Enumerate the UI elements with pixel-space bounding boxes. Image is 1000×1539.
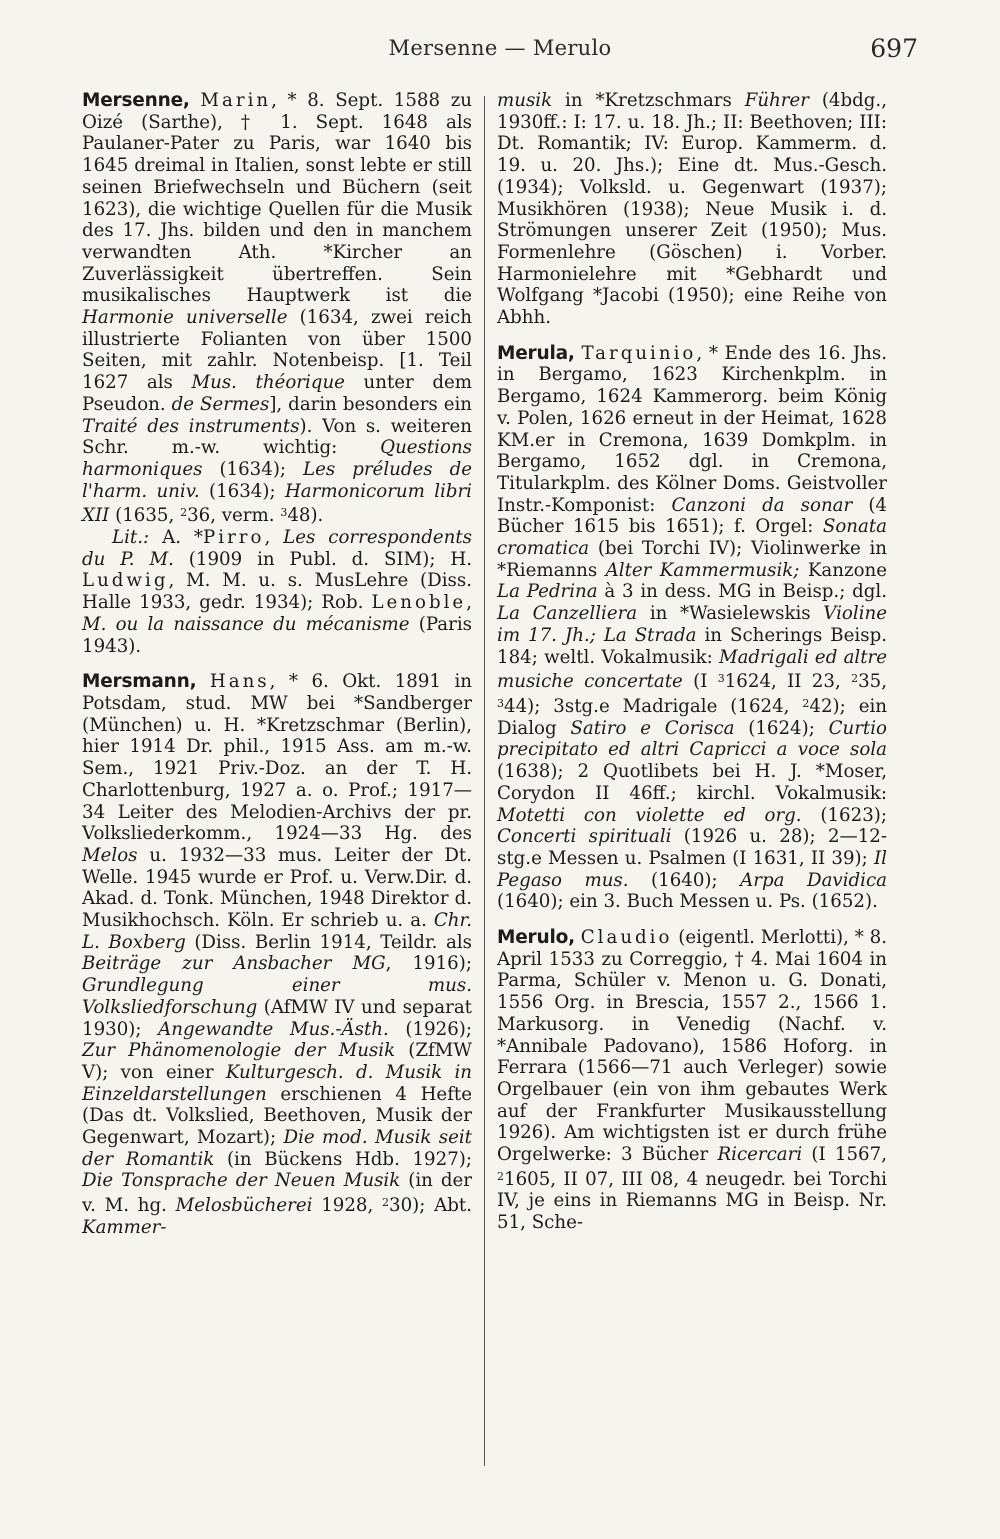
text: (1623); — [801, 804, 887, 826]
work-title: Sonata cromatica — [497, 516, 887, 560]
text: (1640); ein 3. Buch Messen u. Ps. (1652). — [497, 891, 878, 913]
forename: Tarquinio — [581, 342, 697, 364]
text: , * 6. Okt. 1891 in Potsdam, stud. MW bei *Sandberger (München) u. H. *Kretzschmar (Berlin), hier 1914 Dr. phil., 1915 Ass. am m.-w. Sem., 1921 Priv.-Doz. an der T. H. Charlottenburg, 1927 a. o. Prof.; 1917—34 Leiter des Melodien-Archivs der pr. Volksliederkomm., 1924—33 Hg. des — [82, 671, 472, 845]
work-title: musik — [497, 90, 553, 111]
text: (Paris 1943). — [82, 613, 472, 657]
work-title: Kulturgesch. d. Musik in Einzeldarstellungen — [82, 1061, 472, 1105]
work-title: de Sermes — [171, 393, 270, 415]
text: à 3 in dess. MG in Beisp.; dgl. — [597, 581, 887, 603]
text: (1624); — [734, 717, 829, 739]
work-title: Beiträge zur Ansbacher MG — [82, 953, 386, 975]
text: in Scherings Beisp. 184; weltl. Vokalmusik: — [497, 624, 887, 668]
work-title: Harmonie universelle — [82, 307, 288, 329]
text: 48). — [287, 505, 324, 527]
text: , * 8. Sept. 1588 zu Oizé (Sarthe), † 1. Sept. 1648 als Paulaner-Pater zu Paris, war 1640 bis 1645 dreimal in Italien, sonst lebte er still seinen Briefwechseln und Büchern (seit 1623), die wichtige Quellen für die Musik des 17. Jhs. bilden und den in manchem verwandten Ath. *Kircher an Zuverlässigkeit übertreffen. Sein musikalisches Hauptwerk ist die — [82, 90, 472, 307]
right-column — [497, 90, 887, 1248]
author-name: Lenoble — [371, 592, 467, 614]
work-title: Canzoni da sonar — [671, 494, 853, 516]
text: (Diss. Berlin 1914, Teildr. als — [185, 931, 472, 953]
work-title: Arpa Davidica — [740, 869, 887, 891]
forename: Marin — [200, 90, 272, 111]
work-title: Madrigali ed altre musiche concertate — [497, 646, 887, 693]
text: Kanzone — [799, 559, 887, 581]
work-title: Die mod. Musik seit der Romantik — [82, 1127, 472, 1170]
text: (1634); — [202, 458, 304, 480]
headword: Merulo, — [497, 927, 575, 949]
work-title: Les correspondents du P. M. — [82, 527, 472, 570]
text: , M. M. u. s. MusLehre (Diss. Halle 1933, gedr. 1934); Rob. — [82, 570, 472, 614]
edition-superscript: 3 — [497, 696, 504, 710]
work-title: M. ou la naissance du mécanisme — [82, 613, 410, 635]
text: u. 1932—33 mus. Leiter der Dt. Welle. 1945 wurde er Prof. u. Verw.Dir. d. Akad. d. Tonk. München, 1948 Direktor d. Musikhochsch. Köln. Er schrieb u. a. — [82, 844, 472, 932]
work-title: La Pedrina — [497, 581, 598, 603]
work-title: Chr. L. Boxberg — [82, 910, 472, 953]
work-title: Concerti spirituali — [497, 826, 672, 848]
work-title: Mus. théorique — [191, 372, 345, 394]
text: (AfMW IV und separat 1930); — [82, 996, 472, 1040]
headword: Mersmann, — [82, 671, 197, 693]
author-name: Ludwig — [82, 570, 169, 592]
text: , * Ende des 16. Jhs. in Bergamo, 1623 Kirchenkplm. in Bergamo, 1624 Kammerorg. beim König v. Polen, 1626 erneut in der Heimat, 1628 KM.er in Cremona, 1639 Domkplm. in Bergamo, 1652 dgl. in Cremona, Titularkplm. des Kölner Doms. Geistvoller Instr.-Komponist: — [497, 342, 887, 516]
text: , — [264, 527, 284, 549]
text: (4bdg., 1930ff.: I: 17. u. 18. Jh.; II: Beethoven; III: Dt. Romantik; IV: Europ. Kammerm. d. 19. u. 20. Jhs.); Eine dt. Mus.-Gesch. (1934); Volksld. u. Gegenwart (1937); Musikhören (1938); Neue Musik i. d. Strömungen unserer Zeit (1950); Mus. Formenlehre (Göschen) i. Vorber. Harmonielehre mit *Gebhardt und Wolfgang *Jacobi (1950); eine Reihe von Abhh. — [497, 90, 887, 329]
text: (bei Torchi IV); Violinwerke in *Riemanns — [497, 538, 887, 581]
text: 44); 3stg.e Madrigale (1624, — [504, 695, 803, 717]
text: (I — [682, 671, 718, 693]
author-name: Pirro — [203, 527, 265, 549]
text: (1640); — [628, 869, 741, 891]
work-title: Il Pegaso mus. — [497, 847, 887, 891]
edition-superscript: 2 — [802, 696, 810, 710]
work-title: Curtio precipitato ed altri Capricci a voce sola — [497, 717, 887, 761]
headword: Merula, — [497, 342, 575, 364]
entry-mersmann — [82, 671, 472, 1238]
text: (in der v. M. hg. — [82, 1170, 472, 1217]
edition-superscript: 3 — [717, 672, 725, 686]
edition-superscript: 3 — [280, 506, 288, 520]
edition-superscript: 2 — [382, 1196, 390, 1210]
work-title: Les préludes de l'harm. univ. — [82, 458, 472, 502]
text: (1638); 2 Quotlibets bei H. J. *Moser, Corydon II 46ff.; kirchl. Vokalmusik: — [497, 761, 887, 804]
work-title: La Canzelliera — [497, 603, 638, 625]
text: (4 Bücher 1615 bis 1651); f. Orgel: — [497, 494, 887, 538]
work-title: Satiro e Corisca — [570, 717, 735, 739]
text: (1634); — [199, 480, 285, 502]
forename: Claudio — [580, 927, 673, 949]
work-title: Alter Kammermusik; — [605, 559, 800, 581]
text: (ZfMW V); von einer — [82, 1040, 472, 1083]
running-head: Mersenne — Merulo — [388, 36, 612, 60]
entry-merulo — [497, 927, 887, 1234]
work-title: Violine im 17. Jh.; La Strada — [497, 603, 887, 646]
text: 1624, II 23, — [724, 671, 852, 693]
text: , — [466, 592, 472, 614]
work-title: Zur Phänomenologie der Musik — [82, 1040, 396, 1062]
text: 36, verm. — [187, 505, 281, 527]
work-title: Traité des instruments — [82, 415, 300, 437]
edition-superscript: 2 — [180, 506, 188, 520]
work-title: Melos — [82, 844, 138, 866]
work-title: Führer — [744, 90, 809, 111]
text: in *Kretzschmars — [552, 90, 745, 111]
work-title: Harmonicorum libri XII — [82, 480, 472, 527]
work-title: Angewandte Mus.-Ästh. — [158, 1018, 389, 1040]
edition-superscript: 2 — [851, 672, 859, 686]
work-title: Die Tonsprache der Neuen Musik — [82, 1170, 401, 1192]
text: (1634, zwei reich illustrierte Folianten von über 1500 Seiten, mit zahlr. Notenbeisp. [1. Teil 1627 als — [82, 307, 472, 394]
text: (1635, — [109, 505, 181, 527]
work-title: Kammer- — [82, 1216, 167, 1238]
text: A. * — [149, 527, 204, 549]
text: 30); Abt. — [389, 1195, 472, 1217]
text: 1928, — [312, 1195, 383, 1217]
text: 42); ein Dialog — [497, 695, 887, 739]
text: erschienen 4 Hefte (Das dt. Volkslied, Beethoven, Musik der Gegenwart, Mozart); — [82, 1083, 472, 1149]
text: (1926 u. 28); 2—12-stg.e Messen u. Psalmen (I 1631, II 39); — [497, 826, 887, 869]
text: (I 1567, — [802, 1144, 887, 1166]
forename: Hans — [209, 671, 270, 693]
text: , 1916); — [385, 953, 472, 975]
work-title: Motetti con violette ed org. — [497, 804, 802, 826]
text: (eigentl. Merlotti), * 8. April 1533 zu Correggio, † 4. Mai 1604 in Parma, Schüler v. Menon u. G. Donati, 1556 Org. in Brescia, 1557 2., 1566 1. Markusorg. in Venedig (Nachf. v. *Annibale Padovano), 1586 Hoforg. in Ferrara (1566—71 auch Verleger) sowie Orgelbauer (ein von ihm gebautes Werk auf der Frankfurter Musikausstellung 1926). Am wichtigsten ist er durch frühe Orgelwerke: 3 Bücher — [497, 927, 887, 1166]
text: ], darin besonders ein — [269, 393, 473, 415]
entry-merula — [497, 343, 887, 913]
text: (in Bückens Hdb. 1927); — [214, 1148, 472, 1170]
text: (1926); — [388, 1018, 473, 1040]
entry-mersmann-continued — [497, 90, 887, 329]
text: 1605, II 07, III 08, 4 neugedr. bei Torchi IV, je eins in Riemanns MG in Beisp. Nr. 51, Sche- — [497, 1168, 887, 1234]
text: unter dem Pseudon. — [82, 372, 472, 415]
edition-superscript: 2 — [497, 1169, 504, 1183]
text: in *Wasielewskis — [637, 603, 824, 625]
text: (1909 in Publ. d. SIM); H. — [173, 548, 472, 570]
entry-mersenne — [82, 90, 472, 657]
work-title: Ricercari — [717, 1144, 803, 1166]
column-divider — [484, 96, 485, 1466]
page-number: 697 — [870, 34, 918, 63]
text: 35, — [858, 671, 887, 693]
literature-label: Lit.: — [112, 527, 150, 549]
work-title: Melosbücherei — [175, 1195, 313, 1217]
work-title: Questions harmoniques — [82, 437, 472, 480]
text: ). Von s. weiteren Schr. m.-w. wichtig: — [82, 415, 472, 459]
work-title: Grundlegung einer mus. Volksliedforschung — [82, 975, 472, 1018]
headword: Mersenne, — [82, 90, 190, 111]
left-column — [82, 90, 472, 1253]
